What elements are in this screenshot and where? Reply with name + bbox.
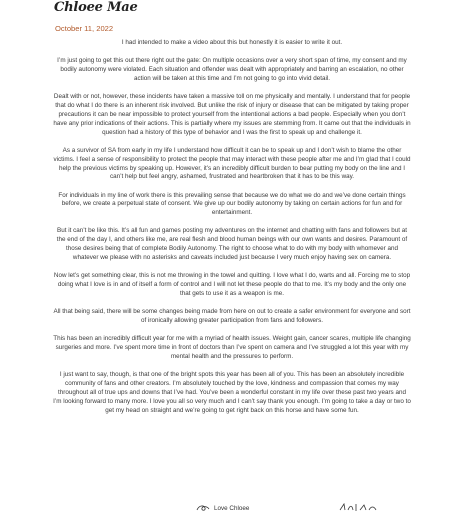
paragraph: All that being said, there will be some changes being made from here on out to create a safer environment for everyone and sort of ironically allowing greater participation from fans and followers. (53, 308, 411, 325)
signoff-row (196, 504, 249, 512)
paragraph: But it can’t be like this. It’s all fun and games posting my adventures on the internet and chatting with fans and followers but at the end of the day I, and others like me, are real flesh and blood human beings with our own wants and desires. Paramount of those desires being that of complete Bodily Autonomy. The right to choose what to do with my body with whomever and whatever we please with no asterisks and caveats included just because I very much enjoy having sex on camera. (56, 227, 408, 262)
paragraph: This has been an incredibly difficult year for me with a myriad of health issues. Weight gain, cancer scares, multiple life changing surgeries and more. I’ve spent more time in front of doctors than I’ve spent on camera and I’ve struggled a lot this year with my mental health and the pressures to perform. (53, 335, 411, 360)
signature-swirl-icon (196, 504, 210, 512)
paragraph: For individuals in my line of work there is this prevailing sense that because we do what we do and we’ve done certain things before, we create a perpetual state of consent. We give up our bodily autonomy by taking on certain actions for fun and for entertainment. (58, 191, 406, 217)
paragraph: I had intended to make a video about this but honestly it is easier to write it out. (121, 39, 343, 46)
handwritten-signature-icon (338, 502, 378, 512)
paragraph: Dealt with or not, however, these incidents have taken a massive toll on me physically and mentally. I understand that for people that do what I do there is an inherent risk involved. But unlike the risk of injury or disease that can be mitigated by taking proper precautions it can be near impossible to protect yourself from the intentional actions a bad people. Especially when you don’t have any prior indications of their actions. This is partially where my issues are stemming from. It came out that the individuals in question had a history of this type of behavior and I was the first to speak up and challenge it. (53, 93, 411, 136)
post-date: October 11, 2022 (55, 24, 114, 33)
paragraph: I’m just going to get this out there right out the gate: On multiple occasions over a very short span of time, my consent and my bodily autonomy were violated. Each situation and offender was dealt with appropriately and barring an escalation, no other action will be taken at this time and I’m not going to go into vivid detail. (57, 57, 407, 82)
paragraph: Now let’s get something clear, this is not me throwing in the towel and quitting. I love what I do, warts and all. Forcing me to stop doing what I love is in and of itself a form of control and I will not let these people do that to me. It’s my body and the only one that gets to use it as a weapon is me. (53, 272, 411, 298)
paragraph: I just want to say, though, is that one of the bright spots this year has been all of you. This has been an absolutely incredible community of fans and other creators. I’m absolutely touched by the love, kindness and compassion that comes my way throughout all of true ups and downs that I’ve had. You’ve been a wonderful constant in my life over these past two years and I’m looking forward to many more. I love you all so very much and I can’t say thank you enough. I’m going to take a day or two to get my head on straight and we’re going to get right back on this horse and have some fun. (53, 371, 411, 414)
paragraph: As a survivor of SA from early in my life I understand how difficult it can be to speak up and I don’t wish to blame the other victims. I feel a sense of responsibility to protect the people that may interact with these people after me and I’m glad that I could help the previous victims by speaking up. However, it’s an incredibly difficult burden to bear putting my body on the line and I can’t help but feel angry, ashamed, frustrated and heartbroken that it has to be this way. (53, 146, 411, 181)
signoff-text: Love Chloee (214, 504, 250, 512)
author-signature-title: Chloee Mae (54, 0, 138, 15)
letter-body (53, 39, 411, 425)
